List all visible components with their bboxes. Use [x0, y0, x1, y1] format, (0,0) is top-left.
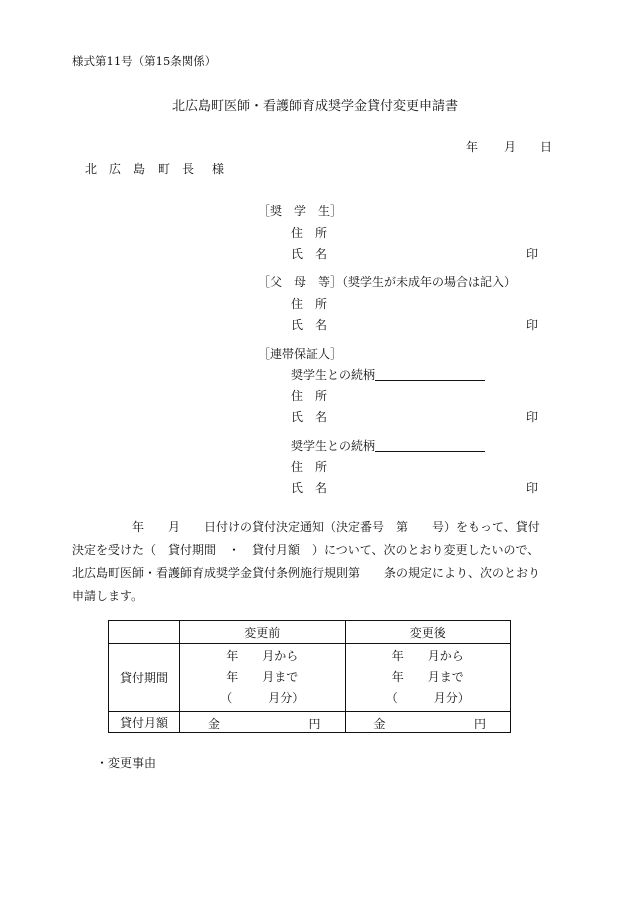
change-reason-label: ・変更事由: [96, 756, 157, 770]
paragraph-line: 申請します。: [72, 589, 144, 603]
period-to: 年 月まで: [226, 670, 299, 684]
addressee-char: 広: [109, 162, 122, 176]
period-from: 年 月から: [391, 649, 464, 663]
request-paragraph: [72, 516, 552, 608]
addressee-char: 町: [158, 162, 171, 176]
guardian-note: （奨学生が未成年の場合は記入）: [336, 275, 517, 289]
amount-before-cell[interactable]: [180, 712, 346, 733]
money-prefix: 金: [373, 717, 386, 731]
money-suffix: 円: [308, 717, 321, 731]
date-year: 年: [466, 140, 479, 154]
guardian-section-label: ［父 母 等］: [258, 275, 343, 289]
guarantor-name-label: 氏 名: [291, 410, 328, 424]
relation-field[interactable]: [375, 439, 485, 452]
period-label: 貸付期間: [109, 644, 180, 712]
guarantor-address-label: 住 所: [291, 460, 328, 474]
paragraph-line: 年 月 日付けの貸付決定通知（決定番号 第 号）をもって、貸付: [132, 520, 540, 534]
addressee-char: 島: [133, 162, 146, 176]
applicant-address-label: 住 所: [291, 226, 328, 240]
amount-label: 貸付月額: [109, 712, 180, 733]
money-prefix: 金: [208, 717, 221, 731]
guardian-seal: 印: [526, 318, 539, 332]
guarantor-relation-label: [291, 437, 485, 454]
period-to: 年 月まで: [391, 670, 464, 684]
applicant-section-label: ［奨 学 生］: [258, 204, 343, 218]
date-day: 日: [540, 140, 553, 154]
period-after-cell[interactable]: [345, 644, 511, 712]
applicant-seal: 印: [526, 247, 539, 261]
guardian-address-label: 住 所: [291, 297, 328, 311]
paragraph-line: 北広島町医師・看護師育成奨学金貸付条例施行規則第 条の規定により、次のとおり: [72, 566, 541, 580]
guarantor-name-label: 氏 名: [291, 481, 328, 495]
relation-field[interactable]: [375, 368, 485, 381]
guarantor-address-label: 住 所: [291, 389, 328, 403]
addressee-char: 北: [85, 162, 98, 176]
change-table: [108, 620, 511, 733]
guarantor-section-label: ［連帯保証人］: [258, 347, 343, 361]
period-from: 年 月から: [226, 649, 299, 663]
applicant-name-label: 氏 名: [291, 247, 328, 261]
addressee-char: 長: [182, 162, 195, 176]
guarantor-seal: 印: [526, 481, 539, 495]
header-before: 変更前: [180, 621, 346, 644]
amount-after-cell[interactable]: [345, 712, 511, 733]
table-corner-cell: [109, 621, 180, 644]
guarantor-seal: 印: [526, 410, 539, 424]
date-month: 月: [504, 140, 517, 154]
relation-text: 奨学生との続柄: [291, 368, 376, 382]
guarantor-relation-label: [291, 366, 485, 383]
relation-text: 奨学生との続柄: [291, 439, 376, 453]
header-after: 変更後: [345, 621, 511, 644]
paragraph-line: 決定を受けた（ 貸付期間 ・ 貸付月額 ）について、次のとおり変更したいので、: [72, 543, 540, 557]
money-suffix: 円: [473, 717, 486, 731]
period-before-cell[interactable]: [180, 644, 346, 712]
document-title: 北広島町医師・看護師育成奨学金貸付変更申請書: [171, 99, 458, 114]
guardian-name-label: 氏 名: [291, 318, 328, 332]
form-number: 様式第11号（第15条関係）: [72, 54, 217, 68]
addressee-honorific: 様: [212, 162, 225, 176]
period-months: （ 月分）: [220, 691, 305, 705]
period-months: （ 月分）: [385, 691, 470, 705]
